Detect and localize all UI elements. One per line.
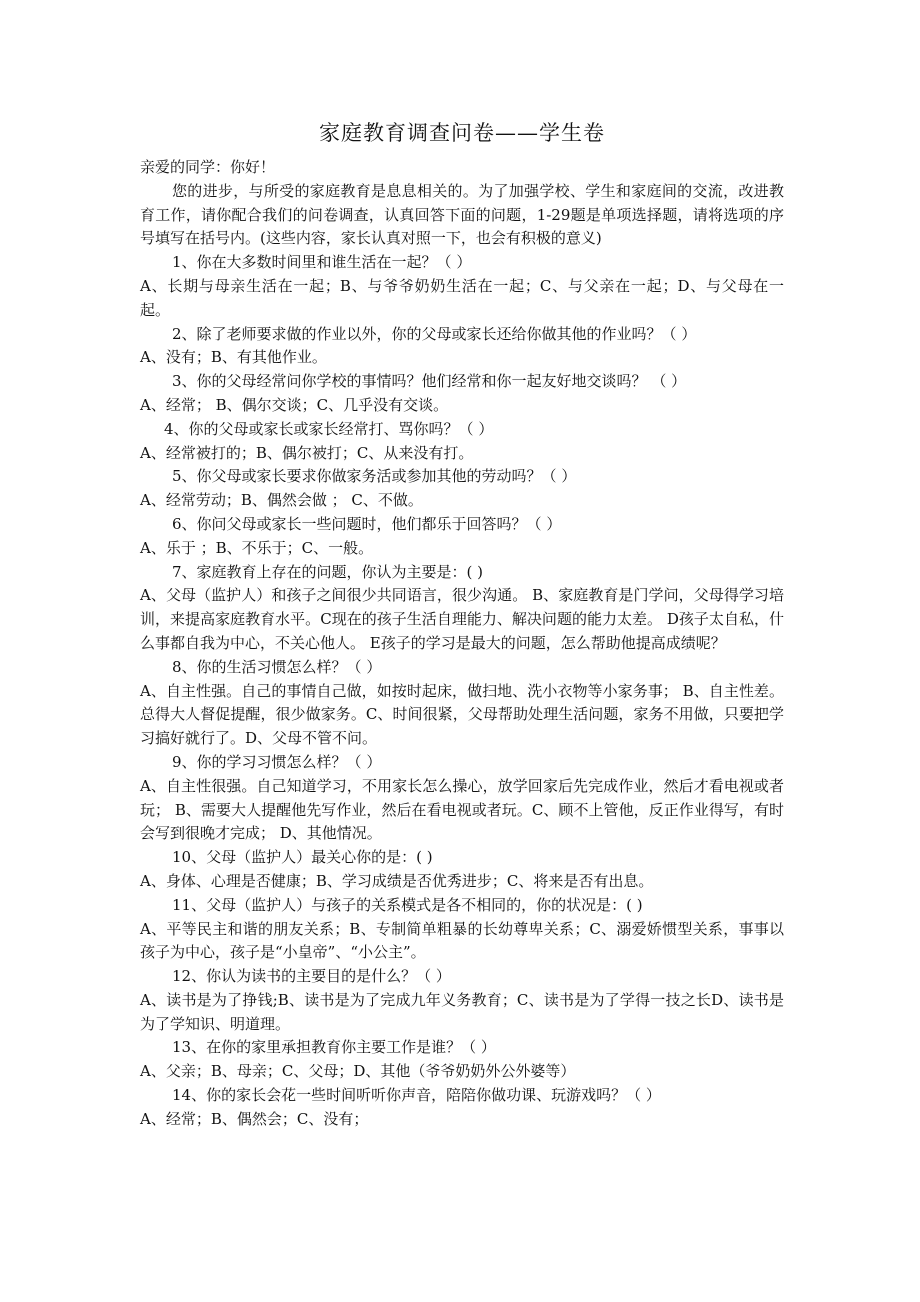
answer-5: A、经常劳动；B、偶然会做 ； C、不做。 (140, 491, 423, 510)
answer-7: A、父母（监护人）和孩子之间很少共同语言，很少沟通。 B、家庭教育是门学问，父母得学习培训，来提高家庭教育水平。C现在的孩子生活自理能力、解决问题的能力太差。 D孩子太自私，什么事都自我为中心，不关心他人。 E孩子的学习是最大的问题，怎么帮助他提高成绩呢？ (140, 586, 784, 652)
question-14: 14、你的家长会花一些时间听听你声音，陪陪你做功课、玩游戏吗？（ ） (172, 1086, 661, 1105)
question-1: 1、你在大多数时间里和谁生活在一起？（ ） (172, 253, 472, 272)
answer-1: A、长期与母亲生活在一起；B、与爷爷奶奶生活在一起；C、与父亲在一起；D、与父母在一起。 (140, 276, 784, 319)
question-3: 3、你的父母经常问你学校的事情吗？他们经常和你一起友好地交谈吗？ （ ） (172, 372, 687, 391)
question-8: 8、你的生活习惯怎么样？（ ） (172, 657, 382, 676)
answer-14: A、经常；B、偶然会；C、没有； (140, 1109, 369, 1128)
answer-8: A、自主性强。自己的事情自己做，如按时起床，做扫地、洗小衣物等小家务事； B、自主性差。总得大人督促提醒，很少做家务。C、时间很紧，父母帮助处理生活问题，家务不用做，只要把学习搞好就行了。D、父母不管不问。 (140, 681, 784, 748)
answer-9: A、自主性很强。自己知道学习，不用家长怎么操心，放学回家后先完成作业，然后才看电视或者玩； B、需要大人提醒他先写作业，然后在看电视或者玩。C、顾不上管他，反正作业得写，有时会写到很晚才完成； D、其他情况。 (140, 776, 784, 843)
answer-3: A、经常； B、偶尔交谈；C、几乎没有交谈。 (140, 395, 449, 414)
question-5: 5、你父母或家长要求你做家务活或参加其他的劳动吗？（ ） (172, 467, 577, 486)
answer-2: A、没有；B、有其他作业。 (140, 348, 327, 367)
answer-12: A、读书是为了挣钱;B、读书是为了完成九年义务教育；C、读书是为了学得一技之长D、读书是为了学知识、明道理。 (140, 990, 784, 1033)
question-7: 7、家庭教育上存在的问题，你认为主要是：( ) (172, 562, 484, 581)
answer-6: A、乐于 ；B、不乐于；C、一般。 (140, 538, 374, 557)
page-title: 家庭教育调查问卷——学生卷 (319, 121, 605, 145)
answer-11: A、平等民主和谐的朋友关系；B、专制简单粗暴的长幼尊卑关系；C、溺爱娇惯型关系，事事以孩子为中心，孩子是“小皇帝”、“小公主”。 (140, 919, 784, 962)
question-6: 6、你问父母或家长一些问题时，他们都乐于回答吗？（ ） (172, 514, 562, 533)
question-9: 9、你的学习习惯怎么样？（ ） (172, 752, 382, 771)
question-13: 13、在你的家里承担教育你主要工作是谁？（ ） (172, 1038, 496, 1057)
answer-4: A、经常被打的；B、偶尔被打；C、从来没有打。 (140, 443, 474, 462)
greeting: 亲爱的同学：你好！ (140, 158, 276, 176)
question-10: 10、父母（监护人）最关心你的是：( ) (172, 848, 433, 867)
answer-10: A、身体、心理是否健康；B、学习成绩是否优秀进步；C、将来是否有出息。 (140, 871, 654, 890)
answer-13: A、父亲；B、母亲；C、父母；D、其他（爷爷奶奶外公外婆等） (140, 1062, 576, 1081)
question-12: 12、你认为读书的主要目的是什么？（ ） (172, 967, 451, 986)
question-11: 11、父母（监护人）与孩子的关系模式是各不相同的，你的状况是：( ) (172, 895, 643, 914)
question-4: 4、你的父母或家长或家长经常打、骂你吗？（ ） (164, 419, 494, 438)
question-2: 2、除了老师要求做的作业以外，你的父母或家长还给你做其他的作业吗？（ ） (172, 324, 697, 343)
intro-paragraph: 您的进步，与所受的家庭教育是息息相关的。为了加强学校、学生和家庭间的交流，改进教育工作，请你配合我们的问卷调查，认真回答下面的问题，1-29题是单项选择题，请将选项的序号填写在括号内。(这些内容，家长认真对照一下，也会有积极的意义) (140, 181, 784, 248)
